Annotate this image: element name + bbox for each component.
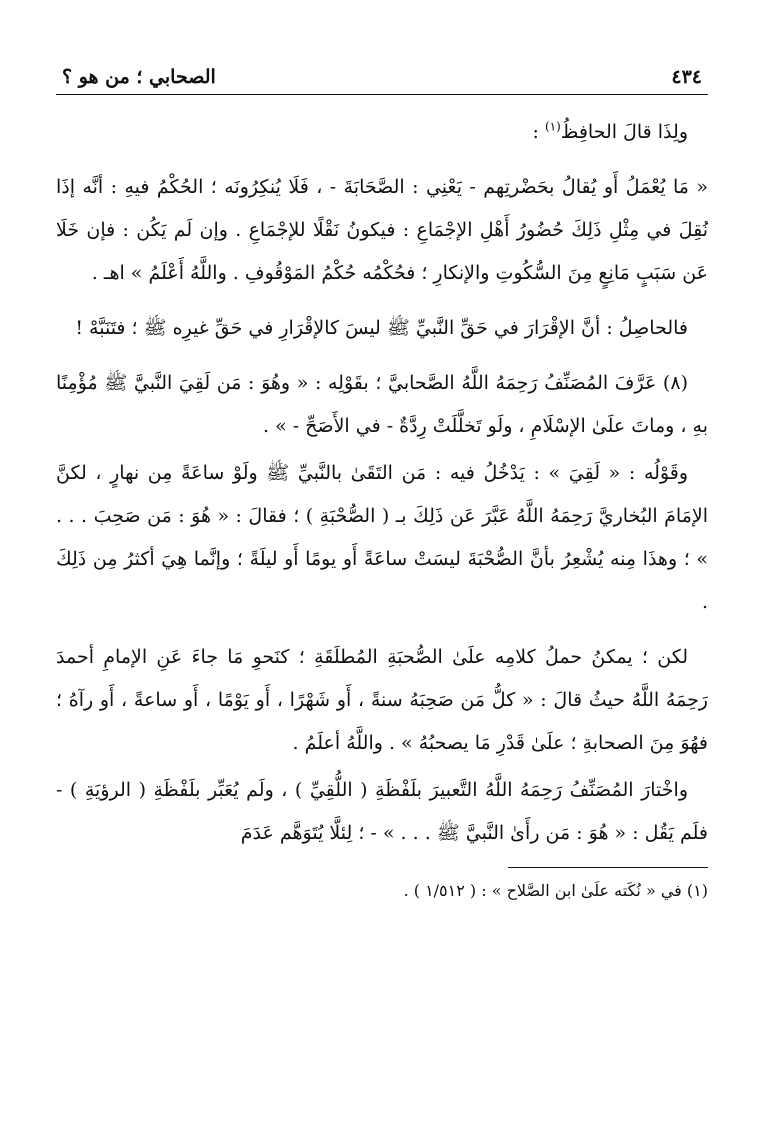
page-number: ٤٣٤ [671, 66, 702, 88]
running-title: الصحابي ؛ من هو ؟ [62, 66, 216, 88]
paragraph-text: ولِذَا قالَ الحافِظُ [560, 121, 688, 143]
paragraph: لكن ؛ يمكنُ حملُ كلامِه علَىٰ الصُّحبَةِ المُطلَقَةِ ؛ كنَحوِ مَا جاءَ عَنِ الإمامِ أحمدَ رَحِمَهُ اللَّهُ حيثُ قالَ : « كلُّ مَن صَحِبَهُ سنةً ، أَو شَهْرًا ، أَو يَوْمًا ، أَو ساعةً ، أَو رآهُ ؛ فهُوَ مِنَ الصحابةِ ؛ علَىٰ قَدْرِ مَا يصحبُهُ » . واللَّهُ أعلَمُ . [56, 646, 708, 754]
paragraph: واخْتارَ المُصَنِّفُ رَحِمَهُ اللَّهُ التَّعبيرَ بلَفْظَةِ ( اللُّقِيِّ ) ، ولَم يُعَبِّر بلَفْظَةِ ( الرؤيَةِ ) - فلَم يَقُل : « هُوَ : مَن رأَىٰ النَّبيَّ ﷺ . . . » - ؛ لِئلَّا يُتَوَهَّم عَدَمَ [56, 779, 708, 844]
paragraph: فالحاصِلُ : أنَّ الإقْرَارَ في حَقِّ النَّبيِّ ﷺ ليسَ كالإقْرَارِ في حَقِّ غيرِه ﷺ ؛ فتَنَبَّهْ ! [75, 317, 688, 339]
book-page [56, 52, 708, 908]
numbered-paragraph: (٨) عَرَّفَ المُصَنِّفُ رَحِمَهُ اللَّهُ الصَّحابيَّ ؛ بقَوْلِه : « وهُوَ : مَن لَقِيَ النَّبيَّ ﷺ مُؤْمِنًا بهِ ، وماتَ علَىٰ الإسْلَامِ ، ولَو تَخلَّلَتْ رِدَّةٌ - في الأَصَحِّ - » . [56, 372, 708, 437]
footnote: (١) في « نُكَته علَىٰ ابن الصَّلاح » : ( ١/٥١٢ ) . [403, 881, 708, 900]
footnote-divider [508, 867, 708, 868]
quote-paragraph: « مَا يُعْمَلُ أَو يُقالُ بحَضْرتِهم - يَعْنِي : الصَّحَابَةَ - ، فَلَا يُنكِرُونَه ؛ الحُكْمُ فيهِ : أنَّه إذَا نُقِلَ في مِثْلِ ذَلِكَ حُضُورُ أَهْلِ الإجْمَاعِ : فيكونُ نَقْلًا للإجْمَاعِ . وإن لَم يَكُن : فإن خَلَا عَن سَبَبٍ مَانِعٍ مِنَ السُّكُوتِ والإنكارِ ؛ فحُكْمُه حُكْمُ المَوْقُوفِ . واللَّهُ أَعْلَمُ » اهـ . [56, 176, 708, 284]
main-text [56, 111, 708, 855]
page-header [56, 52, 708, 88]
paragraph-text-end: : [532, 121, 545, 143]
paragraph: وقَوْلُه : « لَقِيَ » : يَدْخُلُ فيه : مَن التَقَىٰ بالنَّبيِّ ﷺ ولَوْ ساعَةً مِن نهارٍ ، لكنَّ الإمَامَ البُخاريَّ رَحِمَهُ اللَّهُ عَبَّرَ عَن ذَلِكَ بـ ( الصُّحْبَةِ ) ؛ فقالَ : « هُوَ : مَن صَحِبَ . . . » ؛ وهذَا مِنه يُشْعِرُ بأنَّ الصُّحْبَةَ ليسَتْ ساعَةً أَو يومًا أَو ليلَةً ؛ وإنَّما هِيَ أكثرُ مِن ذَلِكَ . [56, 462, 708, 613]
footnote-reference: (١) [544, 119, 561, 134]
paragraph [56, 111, 708, 154]
header-divider [56, 94, 708, 95]
